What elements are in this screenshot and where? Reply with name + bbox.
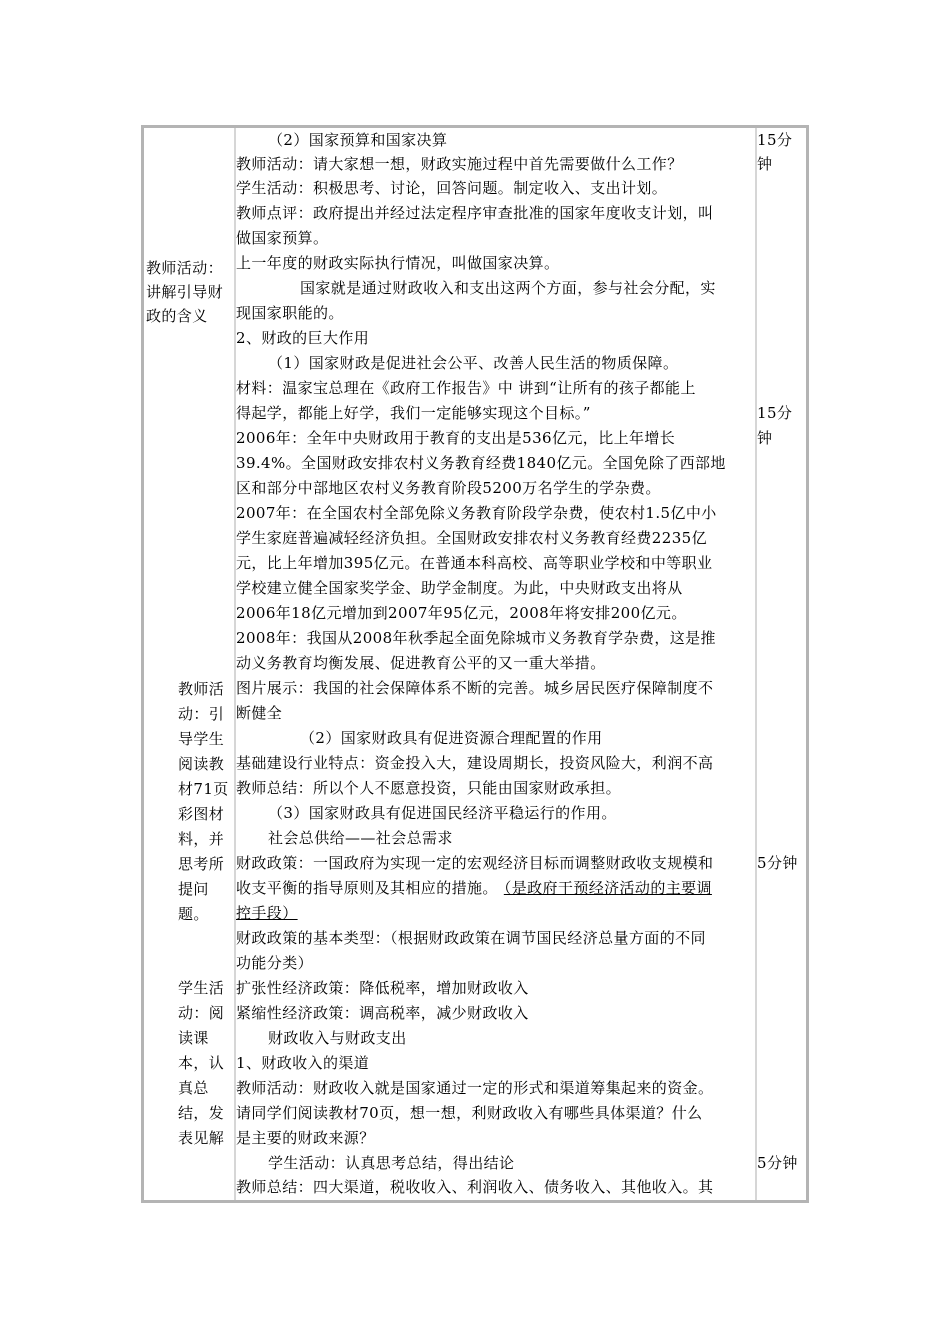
content-line: 财政政策：一国政府为实现一定的宏观经济目标而调整财政收支规模和: [236, 854, 714, 872]
activity-text: 题。: [178, 905, 209, 923]
content-line: 2006年：全年中央财政用于教育的支出是536亿元，比上年增长: [236, 429, 676, 447]
content-line: 做国家预算。: [236, 229, 329, 247]
activity-text: 导学生: [178, 730, 225, 748]
content-line: 2008年：我国从2008年秋季起全面免除城市义务教育学杂费，这是推: [236, 629, 716, 647]
activity-column: [144, 128, 235, 1200]
content-line: 元，比上年增加395亿元。在普通本科高校、高等职业学校和中等职业: [236, 554, 713, 572]
section-heading: （3）国家财政具有促进国民经济平稳运行的作用。: [268, 804, 617, 822]
underlined-note: （是政府干预经济活动的主要调: [503, 879, 712, 897]
content-line: 动义务教育均衡发展、促进教育公平的又一重大举措。: [236, 654, 606, 672]
activity-text: 学生活: [178, 979, 225, 997]
content-line: 教师活动：财政收入就是国家通过一定的形式和渠道筹集起来的资金。: [236, 1079, 714, 1097]
time-column: [757, 128, 806, 1200]
time-value: 钟: [757, 155, 773, 173]
content-text: 收支平衡的指导原则及其相应的措施。: [236, 879, 498, 897]
content-line: 扩张性经济政策：降低税率，增加财政收入: [236, 979, 529, 997]
content-line: 断健全: [236, 704, 283, 722]
section-heading: （2）国家财政具有促进资源合理配置的作用: [300, 729, 603, 747]
time-value: 钟: [757, 429, 773, 447]
activity-text: 动：阅: [178, 1004, 225, 1022]
activity-text: 彩图材: [178, 805, 225, 823]
content-line: 是主要的财政来源？: [236, 1129, 375, 1147]
time-value: 15分: [757, 404, 793, 422]
activity-text: 读课: [178, 1029, 209, 1047]
time-value: 5分钟: [757, 854, 798, 872]
activity-text: 讲解引导财: [146, 283, 224, 301]
activity-text: 阅读教: [178, 755, 225, 773]
activity-text: 政的含义: [146, 307, 208, 325]
activity-text: 结，发: [178, 1104, 225, 1122]
content-column: [236, 128, 756, 1200]
content-line: 2006年18亿元增加到2007年95亿元，2008年将安排200亿元。: [236, 604, 687, 622]
content-line: 学生活动：认真思考总结，得出结论: [268, 1154, 515, 1172]
activity-text: 真总: [178, 1079, 209, 1097]
activity-text: 提问: [178, 880, 209, 898]
activity-text: 思考所: [178, 855, 225, 873]
content-line: 区和部分中部地区农村义务教育阶段5200万名学生的学杂费。: [236, 479, 661, 497]
content-line: 39.4%。全国财政安排农村义务教育经费1840亿元。全国免除了西部地: [236, 454, 726, 472]
content-line: 学校建立健全国家奖学金、助学金制度。为此，中央财政支出将从: [236, 579, 683, 597]
content-line: 社会总供给——社会总需求: [268, 829, 453, 847]
activity-text: 本，认: [178, 1054, 225, 1072]
activity-text: 教师活动：: [146, 259, 224, 277]
activity-text: 材71页: [178, 780, 229, 798]
content-line: 教师活动：请大家想一想，财政实施过程中首先需要做什么工作？: [236, 155, 683, 173]
content-line: 材料：温家宝总理在《政府工作报告》中 讲到“让所有的孩子都能上: [236, 379, 696, 397]
content-line: 请同学们阅读教材70页，想一想，利财政收入有哪些具体渠道？什么: [236, 1104, 703, 1122]
section-heading: 1、财政收入的渠道: [236, 1054, 370, 1072]
content-line: 国家就是通过财政收入和支出这两个方面，参与社会分配，实: [300, 279, 716, 297]
section-heading: （2）国家预算和国家决算: [268, 131, 448, 149]
content-line: 功能分类）: [236, 954, 314, 972]
time-value: 15分: [757, 131, 793, 149]
activity-text: 动：引: [178, 705, 225, 723]
activity-text: 料，并: [178, 830, 225, 848]
content-line: 紧缩性经济政策：调高税率，减少财政收入: [236, 1004, 529, 1022]
content-line: 现国家职能的。: [236, 304, 344, 322]
activity-text: 表见解: [178, 1129, 225, 1147]
content-line: 学生家庭普遍减轻经济负担。全国财政安排农村义务教育经费2235亿: [236, 529, 707, 547]
content-line: 图片展示：我国的社会保障体系不断的完善。城乡居民医疗保障制度不: [236, 679, 714, 697]
content-line: 财政政策的基本类型：（根据财政政策在调节国民经济总量方面的不同: [236, 929, 706, 947]
content-line: [236, 876, 712, 900]
content-line: 学生活动：积极思考、讨论，回答问题。制定收入、支出计划。: [236, 179, 668, 197]
content-line: 上一年度的财政实际执行情况，叫做国家决算。: [236, 254, 560, 272]
section-heading: 财政收入与财政支出: [268, 1029, 407, 1047]
content-line: 教师总结：四大渠道，税收收入、利润收入、债务收入、其他收入。其: [236, 1178, 714, 1196]
content-line: 2007年：在全国农村全部免除义务教育阶段学杂费，使农村1.5亿中小: [236, 504, 717, 522]
content-line: 教师点评：政府提出并经过法定程序审查批准的国家年度收支计划，叫: [236, 204, 714, 222]
section-heading: 2、财政的巨大作用: [236, 329, 370, 347]
content-line: 基础建设行业特点：资金投入大，建设周期长，投资风险大，利润不高: [236, 754, 714, 772]
content-line: 教师总结：所以个人不愿意投资，只能由国家财政承担。: [236, 779, 622, 797]
section-heading: （1）国家财政是促进社会公平、改善人民生活的物质保障。: [268, 354, 679, 372]
activity-text: 教师活: [178, 680, 225, 698]
underlined-note: 控手段）: [236, 904, 298, 922]
time-value: 5分钟: [757, 1154, 798, 1172]
content-line: 得起学，都能上好学，我们一定能够实现这个目标。”: [236, 404, 591, 422]
